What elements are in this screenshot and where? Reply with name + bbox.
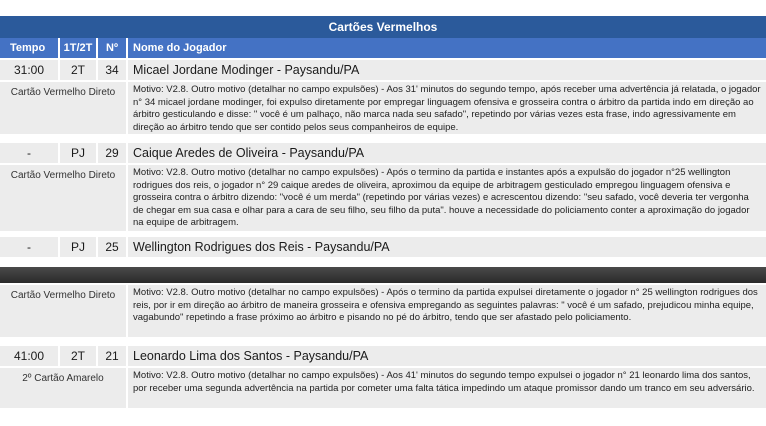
numero-cell: 25 — [98, 237, 126, 257]
table-header — [0, 38, 766, 58]
header-numero: Nº — [98, 38, 128, 58]
page-break-divider — [0, 267, 766, 283]
tempo-cell: 31:00 — [0, 60, 58, 80]
motivo-text: Motivo: V2.8. Outro motivo (detalhar no campo expulsões) - Após o termino da partida expulsei diretamente o jogador n° 25 wellington rodrigues dos reis, por ir em direção ao árbitro de maneira grosseira e ofensiva empregando as seguintes palavras: " você é um safado, prejudicou minha equipe, vagabundo" repetindo a frase próximo ao árbitro e pisando no pé do árbitro, tendo que ser afastado pelo policiamento. — [128, 285, 766, 337]
tempo-cell: 41:00 — [0, 346, 58, 366]
jogador-cell: Micael Jordane Modinger - Paysandu/PA — [128, 60, 766, 80]
header-tempo: Tempo — [0, 38, 60, 58]
periodo-cell: 2T — [60, 346, 96, 366]
motivo-text: Motivo: V2.8. Outro motivo (detalhar no campo expulsões) - Após o termino da partida e instantes após a expulsão do jogador n°25 wellington rodrigues dos reis, o jogador n° 29 caique aredes de oliveira, aproximou da equipe de arbitragem gesticulado empregou linguagem ofensiva e grosseira contra o árbitro dizendo: "você é um merda" (repetindo por várias vezes) e acrescentou dizendo: "seu safado, você deveria ter vergonha de chegar em sua casa e olhar para a cara de seu filho, seu filho da puta". houve a necessidade do policiamento conter a aproximação do jogador na equipe de arbitragem. — [128, 165, 766, 231]
header-jogador: Nome do Jogador — [128, 38, 766, 58]
card-type: Cartão Vermelho Direto — [0, 82, 126, 134]
numero-cell: 29 — [98, 143, 126, 163]
periodo-cell: PJ — [60, 237, 96, 257]
periodo-cell: PJ — [60, 143, 96, 163]
header-periodo: 1T/2T — [60, 38, 98, 58]
motivo-text: Motivo: V2.8. Outro motivo (detalhar no campo expulsões) - Aos 41' minutos do segundo tempo expulsei o jogador n° 21 leonardo lima dos santos, por receber uma segunda advertência na partida por cometer uma falta tática impedindo um ataque promissor dando um tranco em seu adversário. — [128, 368, 766, 408]
tempo-cell: - — [0, 143, 58, 163]
motivo-text: Motivo: V2.8. Outro motivo (detalhar no campo expulsões) - Aos 31' minutos do segundo tempo, após receber uma advertência já relatada, o jogador n° 34 micael jordane modinger, foi expulso diretamente por empregar linguagem ofensiva e grosseira contra o árbitro da partida indo em direção ao árbitro gesticulando e disse: " você é um palhaço, não marca nada seu safado", repetindo por várias vezes esta frase, indo agressivamente em direção ao árbitro tendo que ser contido pelos seus companheiros de equipe. — [128, 82, 766, 134]
jogador-cell: Wellington Rodrigues dos Reis - Paysandu/PA — [128, 237, 766, 257]
numero-cell: 21 — [98, 346, 126, 366]
numero-cell: 34 — [98, 60, 126, 80]
jogador-cell: Caique Aredes de Oliveira - Paysandu/PA — [128, 143, 766, 163]
card-type: Cartão Vermelho Direto — [0, 165, 126, 231]
periodo-cell: 2T — [60, 60, 96, 80]
jogador-cell: Leonardo Lima dos Santos - Paysandu/PA — [128, 346, 766, 366]
table-title: Cartões Vermelhos — [0, 16, 766, 38]
card-type: 2º Cartão Amarelo — [0, 368, 126, 408]
card-type: Cartão Vermelho Direto — [0, 285, 126, 337]
tempo-cell: - — [0, 237, 58, 257]
